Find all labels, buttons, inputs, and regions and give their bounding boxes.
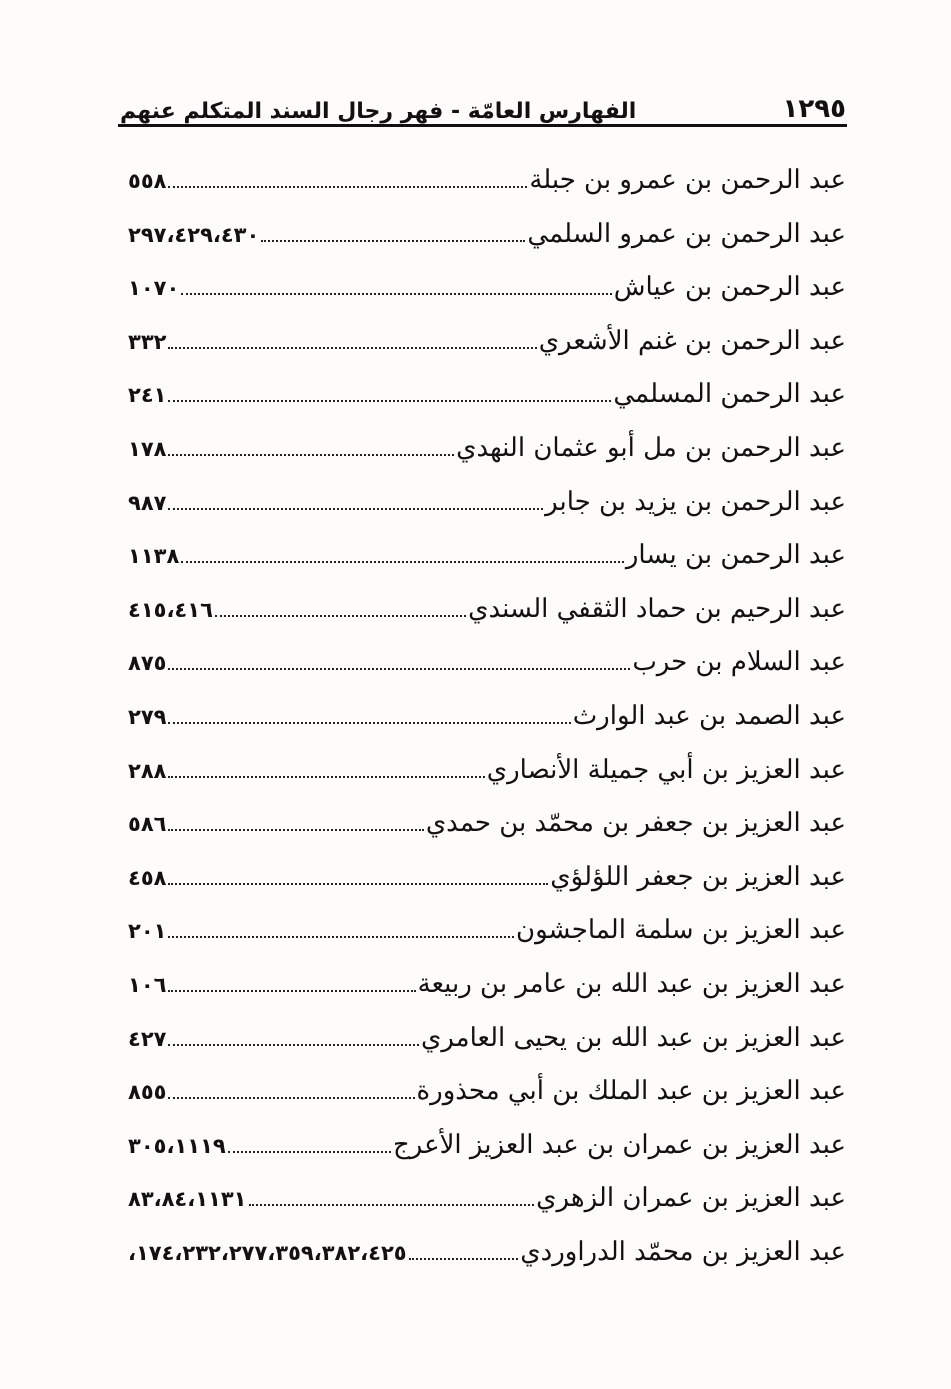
entry-pages: ١١٣٨ (128, 544, 180, 569)
dot-leader (168, 829, 423, 831)
entry-pages: ٤٥٨ (128, 865, 167, 890)
page-header (120, 84, 846, 124)
dot-leader (249, 1204, 535, 1206)
index-entry (128, 1012, 846, 1066)
index-entry (128, 583, 846, 637)
dot-leader (168, 936, 514, 938)
entry-pages: ٢٠١ (128, 919, 167, 944)
entry-pages: ٢٧٩ (128, 704, 167, 729)
entry-pages: ٨٧٥ (128, 651, 167, 676)
entry-pages: ٤١٥،٤١٦ (128, 597, 213, 622)
index-entry (128, 368, 846, 422)
index-entry (128, 690, 846, 744)
index-entry (128, 1172, 846, 1226)
index-entry (128, 422, 846, 476)
entry-name: عبد الرحمن بن عمرو السلمي (527, 218, 846, 249)
entry-pages: ١٠٦ (128, 972, 167, 997)
index-entry (128, 529, 846, 583)
entry-pages: ٣٣٢ (128, 329, 167, 354)
dot-leader (168, 400, 611, 402)
index-entry (128, 851, 846, 905)
entry-name: عبد العزيز بن عمران بن عبد العزيز الأعرج (392, 1129, 846, 1160)
entry-pages: ٤٢٧ (128, 1026, 167, 1051)
entry-name: عبد العزيز بن محمّد الدراوردي (520, 1236, 846, 1267)
index-list (128, 154, 846, 1279)
entry-name: عبد الرحمن بن غنم الأشعري (538, 325, 846, 356)
entry-name: عبد السلام بن حرب (632, 647, 846, 678)
index-entry (128, 1226, 846, 1280)
entry-name: عبد العزيز بن عبد الملك بن أبي محذورة (416, 1076, 846, 1107)
entry-pages: ٢٩٧،٤٢٩،٤٣٠ (128, 222, 260, 247)
entry-name: عبد العزيز بن عبد الله بن عامر بن ربيعة (417, 968, 846, 999)
entry-name: عبد الرحمن بن عياش (613, 272, 846, 303)
entry-name: عبد الرحمن بن يسار (625, 540, 846, 571)
page-number: ١٢٩٥ (782, 94, 846, 124)
index-entry (128, 958, 846, 1012)
dot-leader (168, 668, 630, 670)
entry-pages: ١٠٧٠ (128, 276, 180, 301)
index-entry (128, 636, 846, 690)
entry-name: عبد الرحمن بن يزيد بن جابر (545, 486, 846, 517)
entry-name: عبد العزيز بن عمران الزهري (536, 1183, 846, 1214)
entry-pages: ٥٥٨ (128, 169, 167, 193)
running-title: الفهارس العامّة - فهر رجال السند المتكلم عنهم (120, 99, 637, 124)
index-entry (128, 1065, 846, 1119)
dot-leader (181, 293, 611, 295)
index-entry (128, 208, 846, 262)
dot-leader (228, 1151, 391, 1153)
dot-leader (168, 454, 454, 456)
index-entry (128, 744, 846, 798)
entry-pages: ١٧٤،٢٣٢،٢٧٧،٣٥٩،٣٨٢،٤٢٥، (128, 1240, 407, 1265)
index-entry (128, 315, 846, 369)
entry-name: عبد العزيز بن عبد الله بن يحيى العامري (420, 1022, 846, 1053)
dot-leader (168, 990, 415, 992)
entry-pages: ٨٥٥ (128, 1080, 167, 1105)
entry-pages: ٥٨٦ (128, 812, 167, 837)
index-entry (128, 154, 846, 208)
entry-name: عبد العزيز بن جعفر اللؤلؤي (550, 861, 846, 892)
index-entry (128, 261, 846, 315)
dot-leader (168, 776, 484, 778)
entry-pages: ٨٣،٨٤،١١٣١ (128, 1187, 247, 1212)
index-entry (128, 1119, 846, 1173)
entry-pages: ٢٨٨ (128, 758, 167, 783)
entry-name: عبد الرحيم بن حماد الثقفي السندي (468, 593, 846, 624)
dot-leader (409, 1258, 519, 1260)
entry-name: عبد الرحمن بن عمرو بن جبلة (529, 165, 846, 195)
dot-leader (168, 347, 536, 349)
dot-leader (168, 508, 543, 510)
entry-name: عبد العزيز بن أبي جميلة الأنصاري (486, 754, 846, 785)
dot-leader (215, 615, 466, 617)
entry-pages: ٢٤١ (128, 383, 167, 408)
entry-name: عبد الرحمن بن مل أبو عثمان النهدي (456, 432, 846, 463)
entry-name: عبد الرحمن المسلمي (613, 379, 846, 410)
dot-leader (168, 883, 548, 885)
index-entry (128, 904, 846, 958)
entry-name: عبد العزيز بن جعفر بن محمّد بن حمدي (425, 808, 846, 839)
header-rule (118, 124, 847, 127)
entry-pages: ٣٠٥،١١١٩ (128, 1133, 226, 1158)
entry-name: عبد الصمد بن عبد الوارث (572, 700, 846, 731)
dot-leader (168, 722, 570, 724)
entry-pages: ٩٨٧ (128, 490, 167, 515)
dot-leader (168, 1097, 414, 1099)
index-entry (128, 476, 846, 530)
dot-leader (181, 561, 624, 563)
dot-leader (168, 1044, 419, 1046)
dot-leader (168, 186, 527, 188)
entry-pages: ١٧٨ (128, 436, 167, 461)
dot-leader (261, 240, 525, 242)
entry-name: عبد العزيز بن سلمة الماجشون (516, 915, 846, 946)
index-entry (128, 797, 846, 851)
